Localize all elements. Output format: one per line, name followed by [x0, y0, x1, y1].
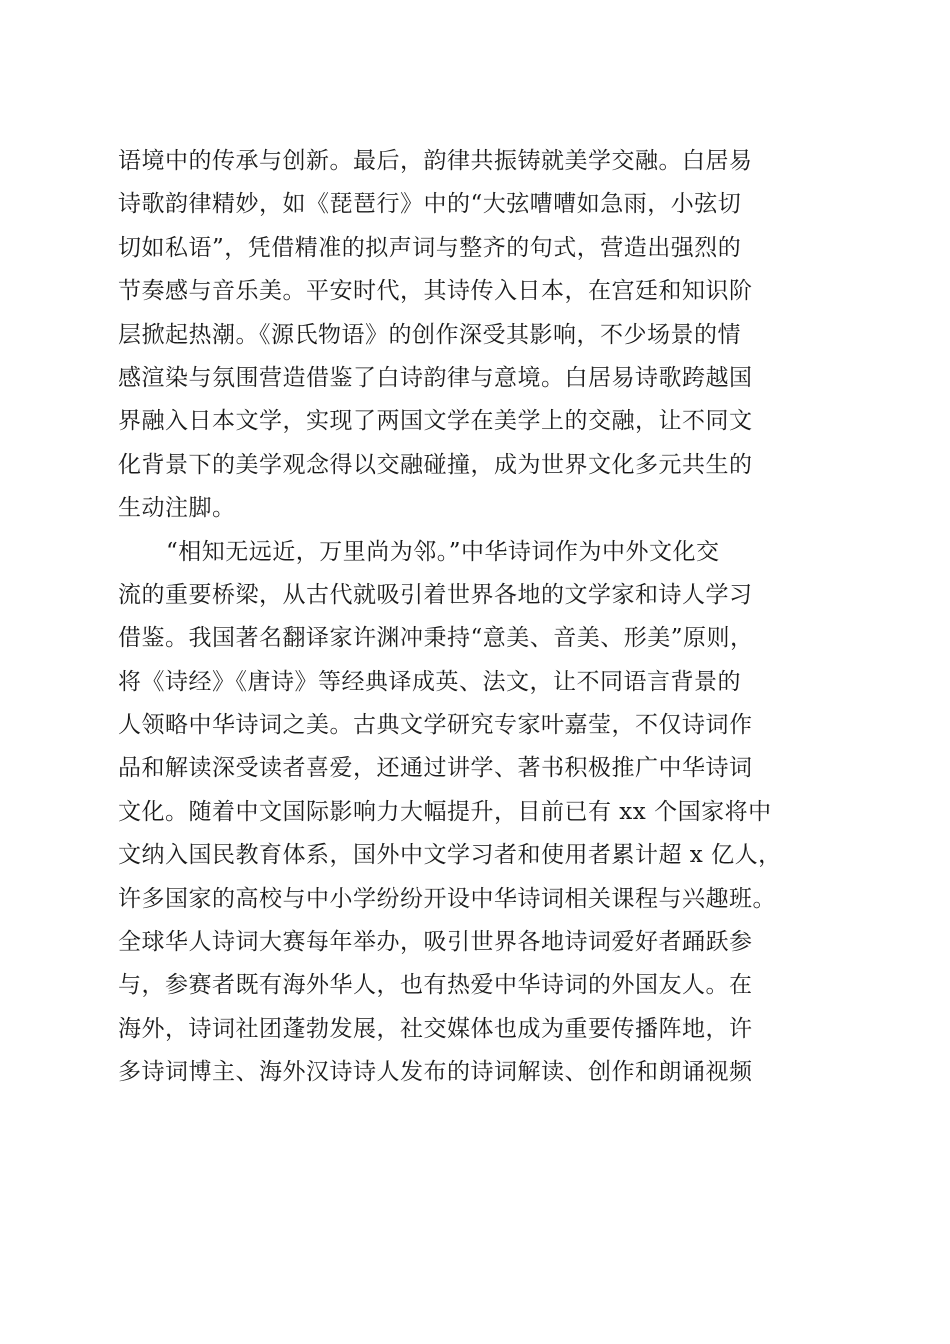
- text-line: 海外，诗词社团蓬勃发展，社交媒体也成为重要传播阵地，许: [118, 1015, 753, 1042]
- text-line: 感渲染与氛围营造借鉴了白诗韵律与意境。白居易诗歌跨越国: [118, 364, 753, 391]
- text-line: 人领略中华诗词之美。古典文学研究专家叶嘉莹，不仅诗词作: [118, 712, 753, 739]
- text-line: 多诗词博主、海外汉诗诗人发布的诗词解读、创作和朗诵视频: [118, 1059, 753, 1086]
- text-line: 将《诗经》《唐诗》等经典译成英、法文，让不同语言背景的: [118, 668, 741, 695]
- text-line: 文化。随着中文国际影响力大幅提升，目前已有 xx 个国家将中: [118, 798, 772, 825]
- text-line: 流的重要桥梁，从古代就吸引着世界各地的文学家和诗人学习: [118, 581, 753, 608]
- text-line: 许多国家的高校与中小学纷纷开设中华诗词相关课程与兴趣班。: [118, 885, 776, 912]
- text-line: 节奏感与音乐美。平安时代，其诗传入日本，在宫廷和知识阶: [118, 278, 753, 305]
- text-line: “相知无远近，万里尚为邻。”中华诗词作为中外文化交: [166, 538, 720, 565]
- text-line: 生动注脚。: [118, 495, 236, 522]
- text-line: 层掀起热潮。《源氏物语》的创作深受其影响，不少场景的情: [118, 321, 741, 348]
- document-body: [118, 140, 838, 1095]
- text-line: 界融入日本文学，实现了两国文学在美学上的交融，让不同文: [118, 408, 753, 435]
- text-line: 全球华人诗词大赛每年举办，吸引世界各地诗词爱好者踊跃参: [118, 929, 753, 956]
- text-line: 化背景下的美学观念得以交融碰撞，成为世界文化多元共生的: [118, 451, 753, 478]
- text-line: 与，参赛者既有海外华人，也有热爱中华诗词的外国友人。在: [118, 972, 753, 999]
- text-line: 品和解读深受读者喜爱，还通过讲学、著书积极推广中华诗词: [118, 755, 753, 782]
- text-line: 文纳入国民教育体系，国外中文学习者和使用者累计超 x 亿人，: [118, 842, 782, 869]
- paragraph-2: [118, 531, 838, 1095]
- paragraph-1: [118, 140, 838, 531]
- text-line: 诗歌韵律精妙，如《琵琶行》中的“大弦嘈嘈如急雨，小弦切: [118, 191, 742, 218]
- text-line: 切如私语”，凭借精准的拟声词与整齐的句式，营造出强烈的: [118, 234, 742, 261]
- text-line: 语境中的传承与创新。最后，韵律共振铸就美学交融。白居易: [118, 148, 753, 174]
- text-line: 借鉴。我国著名翻译家许渊冲秉持“意美、音美、形美”原则，: [118, 625, 754, 652]
